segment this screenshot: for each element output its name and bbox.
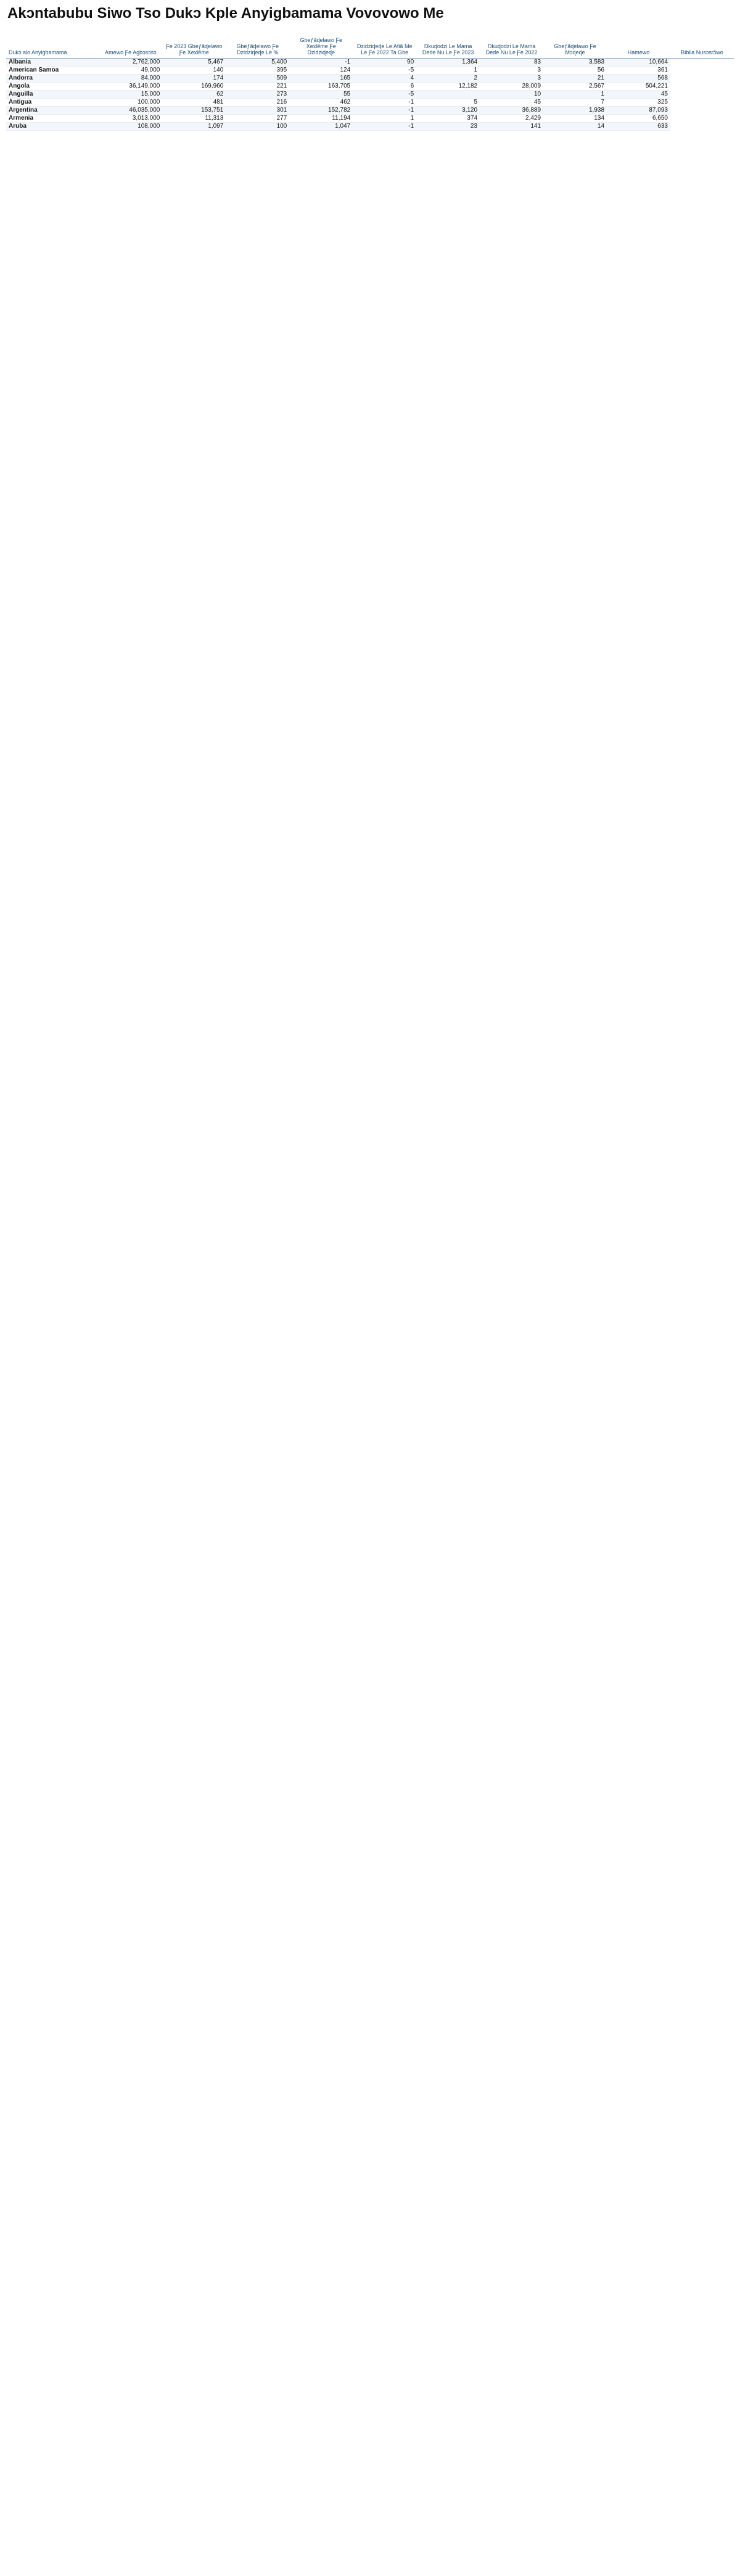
column-header: Dzidziɖeɖe Le Afiã Me Le Ƒe 2022 Ta Gbe [353, 28, 416, 59]
table-cell: 141 [480, 123, 543, 131]
table-cell: 462 [289, 99, 353, 107]
column-header: Gbeƒãɖelawo Ƒe Mɔɖeɖe [543, 28, 607, 59]
table-cell: 15,000 [99, 91, 162, 99]
column-header: Ŋkuɖodzi Le Mama Dede Nu Le Ƒe 2022 [480, 28, 543, 59]
table-cell: 1,364 [416, 59, 480, 67]
table-cell: 36,149,000 [99, 83, 162, 91]
table-cell: 10 [480, 91, 543, 99]
table-cell: 481 [162, 99, 226, 107]
table-row [6, 75, 734, 83]
table-cell: 108,000 [99, 123, 162, 131]
table-cell: 277 [226, 115, 289, 123]
table-cell: 11,313 [162, 115, 226, 123]
table-cell: 395 [226, 67, 289, 75]
table-row [6, 115, 734, 123]
table-cell: 6,650 [607, 115, 670, 123]
table-row [6, 83, 734, 91]
column-header: Dukɔ alo Anyigbamama [6, 28, 99, 59]
table-cell: 3,120 [416, 107, 480, 115]
table-cell: 45 [607, 91, 670, 99]
table-cell: 100,000 [99, 99, 162, 107]
table-row [6, 123, 734, 131]
column-header: Ŋkuɖodzi Le Mama Dede Nu Le Ƒe 2023 [416, 28, 480, 59]
table-cell: 361 [607, 67, 670, 75]
table-cell: 62 [162, 91, 226, 99]
table-cell: 153,751 [162, 107, 226, 115]
country-name: Armenia [6, 115, 99, 123]
country-name: Argentina [6, 107, 99, 115]
table-cell: 504,221 [607, 83, 670, 91]
table-cell: 216 [226, 99, 289, 107]
table-cell: 1 [416, 67, 480, 75]
column-header: Biblia Nusɔsrɔ̃wo [670, 28, 734, 59]
table-cell: 152,782 [289, 107, 353, 115]
table-cell: 3,013,000 [99, 115, 162, 123]
country-name: Albania [6, 59, 99, 67]
table-cell: 1 [353, 115, 416, 123]
page [0, 0, 740, 143]
table-cell: 83 [480, 59, 543, 67]
table-row [6, 99, 734, 107]
table-cell: 7 [543, 99, 607, 107]
table-cell: 5,400 [226, 59, 289, 67]
country-name: Antigua [6, 99, 99, 107]
table-cell: 12,182 [416, 83, 480, 91]
table-cell: -1 [353, 107, 416, 115]
page-title: Akɔntabubu Siwo Tso Dukɔ Kple Anyigbamama Vovovowo Me [7, 5, 444, 22]
table-cell: -5 [353, 67, 416, 75]
table-cell: 49,000 [99, 67, 162, 75]
country-name: Anguilla [6, 91, 99, 99]
table-cell: 87,093 [607, 107, 670, 115]
statistics-table [6, 28, 734, 131]
table-cell: 1 [543, 91, 607, 99]
table-cell: 633 [607, 123, 670, 131]
table-cell: 28,009 [480, 83, 543, 91]
table-cell: 46,035,000 [99, 107, 162, 115]
table-cell: 21 [543, 75, 607, 83]
table-cell: 11,194 [289, 115, 353, 123]
table-row [6, 67, 734, 75]
table-cell: 2 [416, 75, 480, 83]
country-name: Andorra [6, 75, 99, 83]
table-row [6, 91, 734, 99]
table-cell: 2,567 [543, 83, 607, 91]
country-name: Angola [6, 83, 99, 91]
table-cell: 5,467 [162, 59, 226, 67]
table-cell: 3,583 [543, 59, 607, 67]
table-cell: 3 [480, 67, 543, 75]
table-cell: 124 [289, 67, 353, 75]
table-cell: 6 [353, 83, 416, 91]
column-header: Gbeƒãɖelawo Ƒe Xexlẽme Ƒe Dzidziɖeɖe [289, 28, 353, 59]
table-cell: 55 [289, 91, 353, 99]
table-cell: 301 [226, 107, 289, 115]
table-cell: 1,938 [543, 107, 607, 115]
table-cell: 1,097 [162, 123, 226, 131]
table-cell: -1 [353, 123, 416, 131]
table-cell: 10,664 [607, 59, 670, 67]
column-header: Ƒe 2023 Gbeƒãɖelawo Ƒe Xexlẽme [162, 28, 226, 59]
table-cell: 134 [543, 115, 607, 123]
table-cell: 325 [607, 99, 670, 107]
table-cell: 174 [162, 75, 226, 83]
table-row [6, 59, 734, 67]
table-cell: 4 [353, 75, 416, 83]
table-cell: 509 [226, 75, 289, 83]
table-cell: 2,429 [480, 115, 543, 123]
table-cell: 165 [289, 75, 353, 83]
table-cell: 140 [162, 67, 226, 75]
table-cell [416, 91, 480, 99]
table-row [6, 107, 734, 115]
table-cell: 5 [416, 99, 480, 107]
table-cell: 45 [480, 99, 543, 107]
table-cell: 84,000 [99, 75, 162, 83]
column-header: Hamewo [607, 28, 670, 59]
table-cell: -1 [289, 59, 353, 67]
table-cell: 568 [607, 75, 670, 83]
table-cell: 273 [226, 91, 289, 99]
table-cell: 100 [226, 123, 289, 131]
table-cell: -1 [353, 99, 416, 107]
table-cell: 221 [226, 83, 289, 91]
table-cell: 1,047 [289, 123, 353, 131]
table-cell: 374 [416, 115, 480, 123]
table-cell: 3 [480, 75, 543, 83]
table-cell: 56 [543, 67, 607, 75]
column-header: Gbeƒãɖelawo Ƒe Dzidziɖeɖe Le % [226, 28, 289, 59]
country-name: American Samoa [6, 67, 99, 75]
table-cell: 14 [543, 123, 607, 131]
table-cell: 2,762,000 [99, 59, 162, 67]
table-cell: 163,705 [289, 83, 353, 91]
column-header: Amewo Ƒe Agbɔsɔsɔ [99, 28, 162, 59]
table-cell: 23 [416, 123, 480, 131]
table-cell: 90 [353, 59, 416, 67]
table-header [6, 28, 734, 59]
table-cell: 169,960 [162, 83, 226, 91]
table-cell: 36,889 [480, 107, 543, 115]
country-name: Aruba [6, 123, 99, 131]
table-cell: -5 [353, 91, 416, 99]
